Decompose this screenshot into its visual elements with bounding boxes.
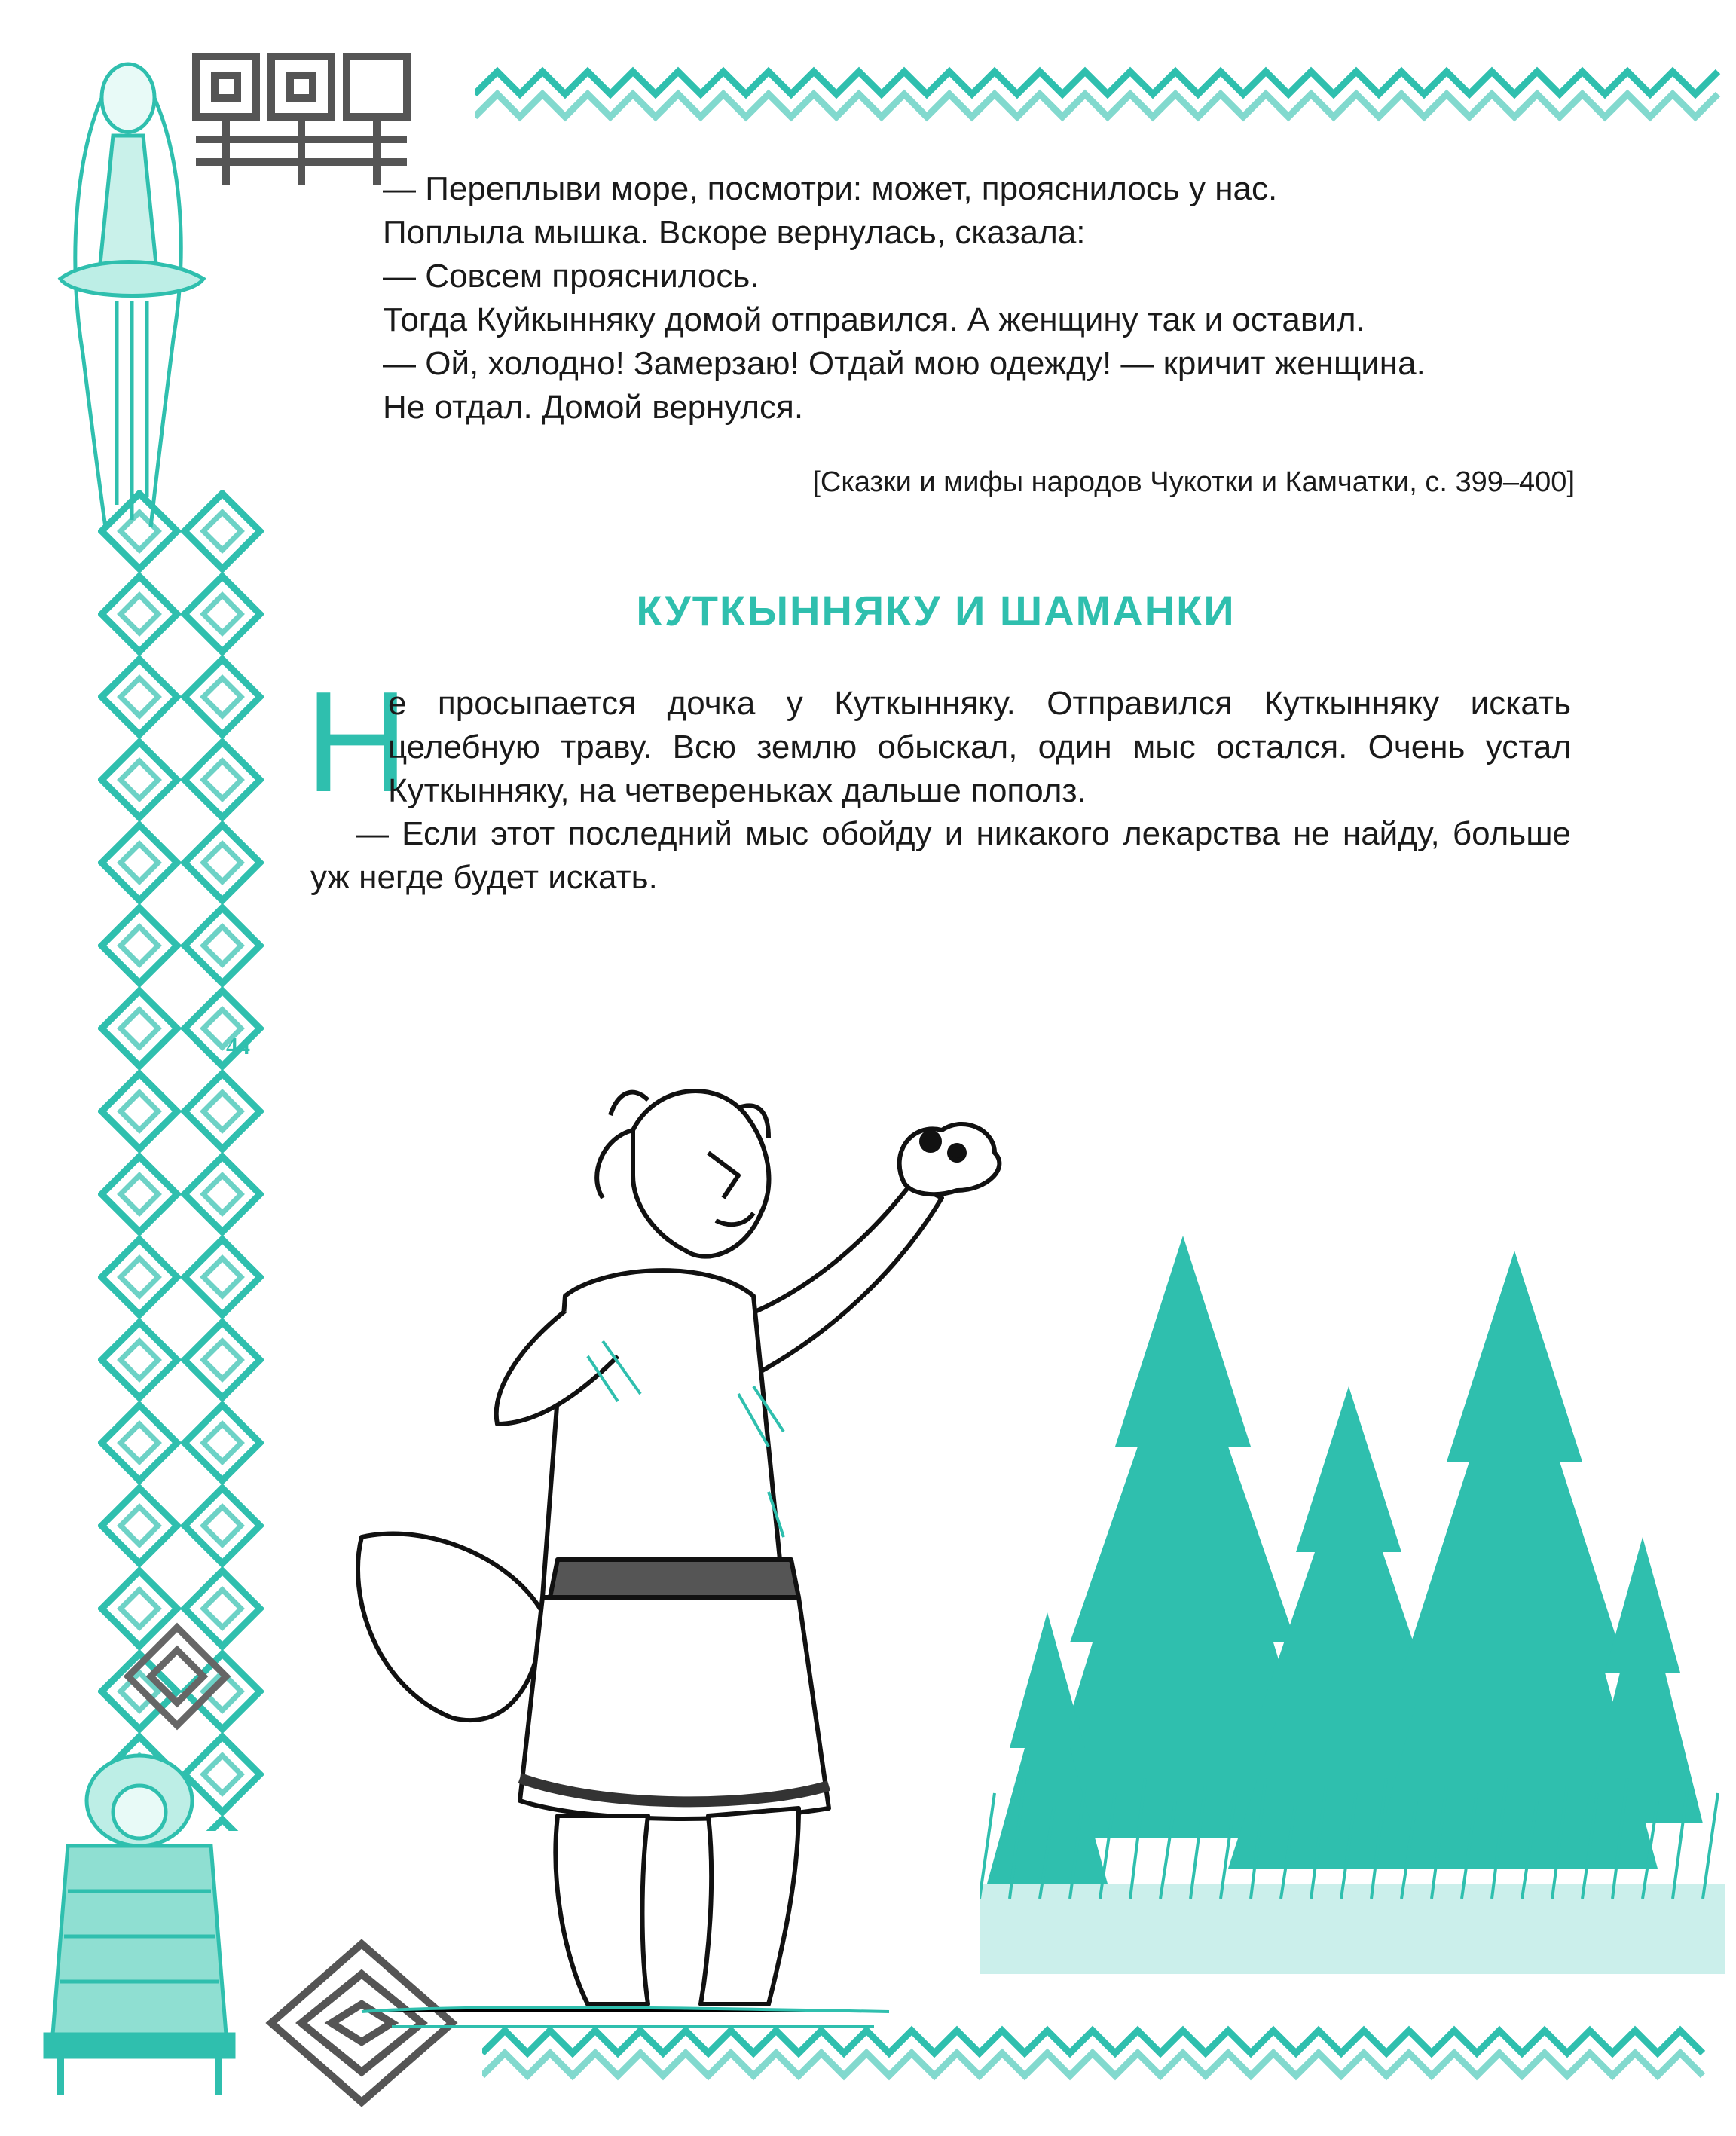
story-line: Поплыла мышка. Вскоре вернулась, сказала: [383, 214, 1086, 251]
page-number: 44 [226, 1032, 250, 1059]
source-citation: [Сказки и мифы народов Чукотки и Камчатки, с. 399–400] [812, 466, 1575, 498]
previous-story-text [383, 167, 1603, 429]
story-title: КУТКЫННЯКУ И ШАМАНКИ [636, 587, 1236, 634]
shaman-woman-icon [45, 38, 219, 535]
story-line: Тогда Куйкынняку домой отправился. А женщину так и оставил. [383, 301, 1365, 338]
story-line: — Совсем прояснилось. [383, 258, 760, 295]
story-line: — Ой, холодно! Замерзаю! Отдай мою одежду! — кричит женщина. [383, 345, 1426, 382]
story-paragraph-2: — Если этот последний мыс обойду и никакого лекарства не найду, больше уж негде будет искать. [310, 815, 1571, 896]
story-paragraph-1: е просыпается дочка у Куткынняку. Отправился Куткынняку искать целебную траву. Всю землю обыскал, один мыс остался. Очень устал Куткынняку, на четвереньках дальше пополз. [388, 685, 1571, 809]
drop-cap: Н [305, 662, 409, 822]
top-ornament-band [475, 60, 1725, 128]
kutkynnyaku-holding-herbs [316, 1070, 1055, 2049]
story-line: — Переплыви море, посмотри: может, прояснилось у нас. [383, 170, 1278, 207]
shaman-old-woman-icon [38, 1740, 241, 2102]
spruce-forest [980, 1221, 1725, 2012]
bottom-left-gray-ornament [121, 1620, 234, 1733]
story-line: Не отдал. Домой вернулся. [383, 389, 804, 426]
